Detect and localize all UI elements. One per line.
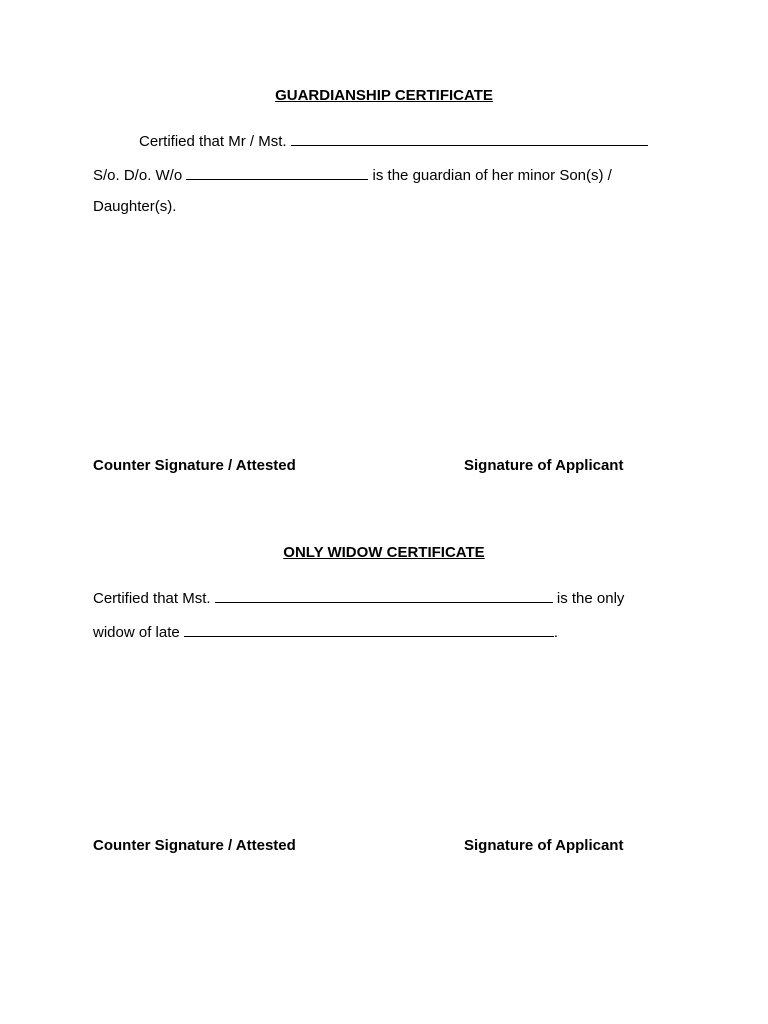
widow-certificate-title: ONLY WIDOW CERTIFICATE [283,544,485,561]
guardianship-line-1-text: Certified that Mr / Mst. [139,133,287,150]
widow-line-1-suffix: is the only [556,590,625,607]
guardianship-line-1 [139,130,648,151]
guardianship-line-2-suffix: is the guardian of her minor Son(s) / [372,167,612,184]
late-husband-name-blank-field [184,621,554,637]
relation-name-blank-field [186,164,368,180]
guardianship-counter-signature-label: Counter Signature / Attested [93,457,296,474]
widow-line-2 [93,621,558,642]
guardianship-certificate-title: GUARDIANSHIP CERTIFICATE [275,87,493,104]
widow-line-2-suffix: . [553,624,559,641]
widow-line-1-prefix: Certified that Mst. [93,590,211,607]
widow-counter-signature-label: Counter Signature / Attested [93,837,296,854]
guardianship-line-2-prefix: S/o. D/o. W/o [93,167,183,184]
name-blank-field [291,130,648,146]
guardianship-line-2 [93,164,612,185]
widow-name-blank-field [215,587,553,603]
widow-line-2-prefix: widow of late [93,624,180,641]
guardianship-line-3: Daughter(s). [93,198,177,215]
widow-line-1 [93,587,624,608]
widow-applicant-signature-label: Signature of Applicant [464,837,624,854]
guardianship-applicant-signature-label: Signature of Applicant [464,457,624,474]
